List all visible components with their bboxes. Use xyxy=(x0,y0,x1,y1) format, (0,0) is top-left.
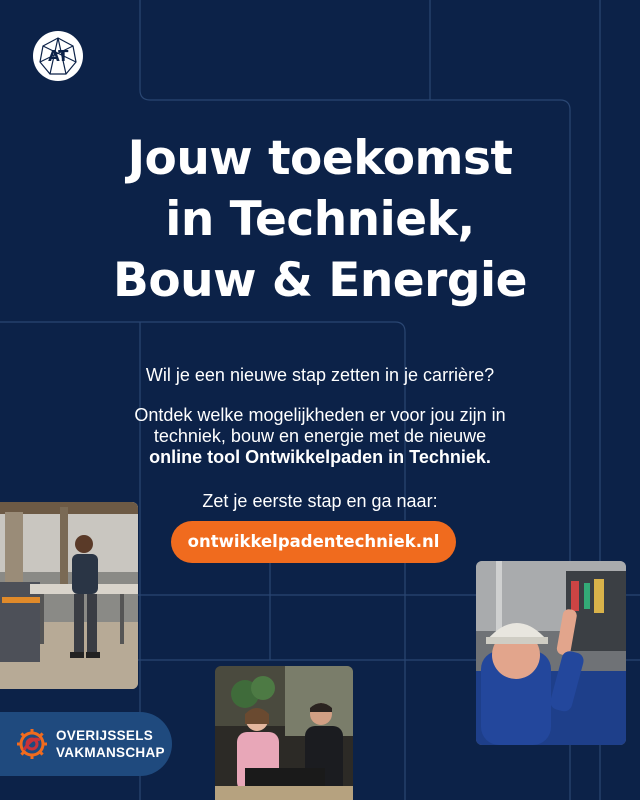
brand-badge xyxy=(0,712,172,776)
brand-name xyxy=(56,727,165,761)
page-title xyxy=(0,128,640,311)
title-line-2: in Techniek, xyxy=(165,192,475,247)
photo-technician xyxy=(476,561,626,745)
title-line-3: Bouw & Energie xyxy=(113,253,527,308)
title-line-1: Jouw toekomst xyxy=(127,131,513,186)
logo-text: AT xyxy=(48,47,68,65)
brand-logo xyxy=(33,31,83,81)
photo-meeting xyxy=(215,666,353,800)
brand-name-line-2: VAKMANSCHAP xyxy=(56,745,165,760)
gear-icon xyxy=(14,726,50,762)
photo-workshop-worker xyxy=(0,502,138,689)
intro-question: Wil je een nieuwe stap zetten in je carrière? xyxy=(145,365,495,385)
call-to-action-text: Zet je eerste stap en ga naar: xyxy=(202,491,438,511)
website-link-button[interactable]: ontwikkelpadentechniek.nl xyxy=(171,521,456,563)
description-line-2: techniek, bouw en energie met de nieuwe xyxy=(153,426,487,446)
brand-name-line-1: OVERIJSSELS xyxy=(56,728,154,743)
description-line-1: Ontdek welke mogelijkheden er voor jou zijn in xyxy=(134,405,506,425)
description xyxy=(60,405,580,468)
description-highlight: online tool Ontwikkelpaden in Techniek. xyxy=(149,447,491,467)
